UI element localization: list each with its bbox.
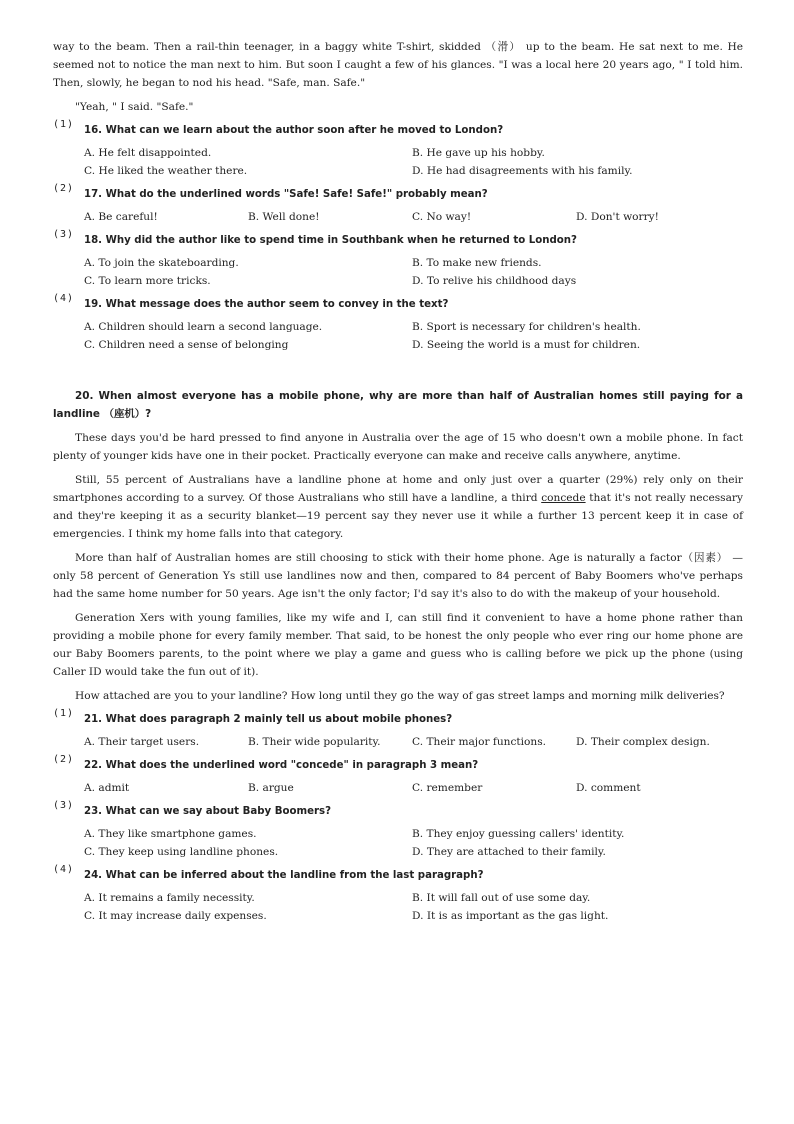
option-c[interactable]: C. To learn more tricks. [84, 275, 211, 287]
question-23 [53, 800, 743, 821]
option-d[interactable]: D. It is as important as the gas light. [412, 910, 609, 922]
question-18 [53, 229, 743, 250]
option-c[interactable]: C. Children need a sense of belonging [84, 339, 289, 351]
option-b[interactable]: B. Their wide popularity. [248, 736, 381, 748]
question-text: 19. What message does the author seem to convey in the text? [84, 299, 449, 310]
question-text: 24. What can be inferred about the landline from the last paragraph? [84, 870, 484, 881]
option-a[interactable]: A. Be careful! [84, 211, 158, 223]
option-d[interactable]: D. comment [576, 782, 641, 794]
option-c[interactable]: C. Their major functions. [412, 736, 547, 748]
option-d[interactable]: D. Seeing the world is a must for children. [412, 339, 641, 351]
question-number: (2) [53, 183, 75, 194]
option-c[interactable]: C. He liked the weather there. [84, 165, 248, 177]
question-number: (1) [53, 119, 75, 130]
passage-paragraph: These days you'd be hard pressed to find anyone in Australia over the age of 15 who doesn't own a mobile phone. In fact plenty of younger kids have one in their pocket. Practically everyone can make and receive calls anywhere, anytime. [53, 432, 743, 462]
option-b[interactable]: B. Sport is necessary for children's health. [412, 321, 641, 333]
question-number: (4) [53, 293, 75, 304]
underlined-word: concede [541, 492, 586, 504]
question-text: 17. What do the underlined words "Safe! Safe! Safe!" probably mean? [84, 189, 488, 200]
option-a[interactable]: A. admit [84, 782, 130, 794]
option-a[interactable]: A. They like smartphone games. [84, 828, 257, 840]
option-c[interactable]: C. remember [412, 782, 483, 794]
option-d[interactable]: D. Don't worry! [576, 211, 659, 223]
question-16 [53, 119, 743, 140]
option-a[interactable]: A. To join the skateboarding. [84, 257, 239, 269]
exam-page [53, 38, 743, 925]
passage-paragraph: How attached are you to your landline? How long until they go the way of gas street lamps and morning milk deliveries? [75, 690, 725, 702]
option-b[interactable]: B. They enjoy guessing callers' identity. [412, 828, 625, 840]
question-text: 23. What can we say about Baby Boomers? [84, 806, 332, 817]
options-23 [84, 825, 743, 861]
options-18 [84, 254, 743, 290]
option-d[interactable]: D. He had disagreements with his family. [412, 165, 633, 177]
option-c[interactable]: C. No way! [412, 211, 472, 223]
options-19 [84, 318, 743, 354]
option-c[interactable]: C. It may increase daily expenses. [84, 910, 267, 922]
options-22 [84, 779, 743, 797]
question-number: (3) [53, 800, 75, 811]
passage-paragraph: Generation Xers with young families, like my wife and I, can still find it convenient to have a home phone rather than providing a mobile phone for every family member. That said, to be honest the only people who ever ring our home phone are our Baby Boomers parents, to the point where we play a game and guess who is calling before we pick up the phone (using Caller ID would take the fun out of it). [53, 612, 743, 678]
option-a[interactable]: A. He felt disappointed. [84, 147, 212, 159]
option-b[interactable]: B. To make new friends. [412, 257, 542, 269]
question-21 [53, 708, 743, 729]
question-19 [53, 293, 743, 314]
option-c[interactable]: C. They keep using landline phones. [84, 846, 279, 858]
question-number: (2) [53, 754, 75, 765]
question-17 [53, 183, 743, 204]
option-a[interactable]: A. It remains a family necessity. [84, 892, 255, 904]
question-text: 16. What can we learn about the author soon after he moved to London? [84, 125, 504, 136]
option-d[interactable]: D. To relive his childhood days [412, 275, 577, 287]
options-16 [84, 144, 743, 180]
option-d[interactable]: D. They are attached to their family. [412, 846, 606, 858]
passage-paragraph: "Yeah, " I said. "Safe." [75, 101, 194, 113]
question-text: 21. What does paragraph 2 mainly tell us about mobile phones? [84, 714, 453, 725]
options-21 [84, 733, 743, 751]
passage-paragraph [53, 471, 743, 543]
question-number: (3) [53, 229, 75, 240]
question-text: 22. What does the underlined word "concede" in paragraph 3 mean? [84, 760, 479, 771]
paragraph-text: that it's not really necessary and they're keeping it as a security blanket—19 percent say they never use it while a further 13 percent keep it in case of emergencies. I think my home falls into that category. [53, 492, 743, 540]
option-a[interactable]: A. Children should learn a second language. [84, 321, 323, 333]
question-number: (1) [53, 708, 75, 719]
option-b[interactable]: B. argue [248, 782, 294, 794]
paragraph-text: Still, 55 percent of Australians have a landline phone at home and only just over a quarter (29%) rely only on their smartphones according to a survey. Of those Australians who still have a landline, a third [53, 474, 743, 504]
question-number: (4) [53, 864, 75, 875]
question-text: 18. Why did the author like to spend time in Southbank when he returned to London? [84, 235, 577, 246]
options-17 [84, 208, 743, 226]
option-a[interactable]: A. Their target users. [84, 736, 200, 748]
option-b[interactable]: B. He gave up his hobby. [412, 147, 545, 159]
passage-title: 20. When almost everyone has a mobile phone, why are more than half of Australian homes still paying for a landline （座机）? [53, 390, 743, 420]
passage-paragraph: way to the beam. Then a rail-thin teenager, in a baggy white T-shirt, skidded （滑） up to the beam. He sat next to me. He seemed not to notice the man next to him. But soon I caught a few of his glances. "I was a local here 20 years ago, " I told him. Then, slowly, he began to nod his head. "Safe, man. Safe." [53, 41, 743, 89]
option-b[interactable]: B. Well done! [248, 211, 320, 223]
options-24 [84, 889, 743, 925]
question-24 [53, 864, 743, 885]
option-b[interactable]: B. It will fall out of use some day. [412, 892, 591, 904]
passage-paragraph: More than half of Australian homes are still choosing to stick with their home phone. Age is naturally a factor（因素） —only 58 percent of Generation Ys still use landlines now and then, compared to 84 percent of Baby Boomers who've perhaps had the same home number for 50 years. Age isn't the only factor; I'd say it's also to do with the makeup of your household. [53, 552, 743, 600]
question-22 [53, 754, 743, 775]
option-d[interactable]: D. Their complex design. [576, 736, 710, 748]
